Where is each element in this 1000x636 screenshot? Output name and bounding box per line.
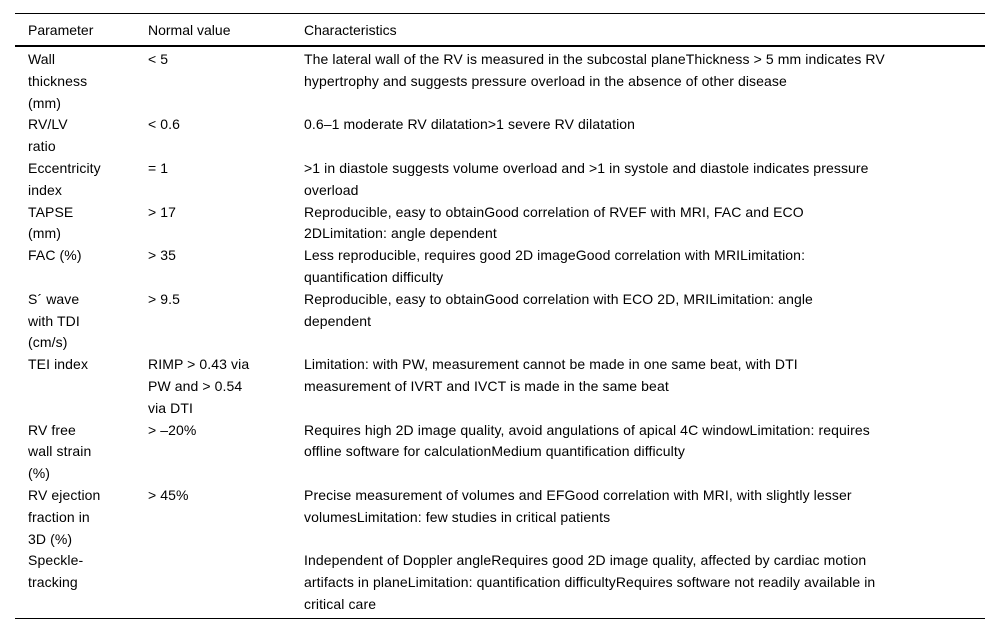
characteristics-line: dependent [304, 312, 372, 329]
characteristics-line: offline software for calculationMedium quantification difficulty [304, 443, 685, 460]
normal-value-cell [148, 114, 304, 158]
table-row [15, 202, 985, 246]
characteristics-line: >1 in diastole suggests volume overload and >1 in systole and diastole indicates pressure [304, 159, 869, 176]
characteristics-line: Limitation: with PW, measurement cannot be made in one same beat, with DTI [304, 356, 798, 373]
parameter-line: RV free [28, 421, 76, 438]
parameter-line: S´ wave [28, 290, 80, 307]
characteristics-cell [304, 49, 985, 114]
parameter-line: thickness [28, 72, 88, 89]
characteristics-line: Reproducible, easy to obtainGood correlation of RVEF with MRI, FAC and ECO [304, 203, 804, 220]
characteristics-line: overload [304, 181, 359, 198]
parameter-line: Wall [28, 51, 56, 67]
parameter-cell [15, 158, 148, 202]
normal-value-cell [148, 420, 304, 485]
characteristics-line: artifacts in planeLimitation: quantification difficultyRequires software not readily available in [304, 574, 876, 591]
parameter-line: RV/LV [28, 116, 68, 133]
parameter-line: (mm) [28, 94, 62, 111]
parameter-cell [15, 202, 148, 246]
normal-value-line: > 45% [148, 486, 189, 503]
normal-value-cell [148, 289, 304, 354]
characteristics-line: Requires high 2D image quality, avoid angulations of apical 4C windowLimitation: requires [304, 421, 870, 438]
parameter-line: with TDI [28, 312, 80, 329]
normal-value-cell [148, 158, 304, 202]
characteristics-cell [304, 202, 985, 246]
table-row [15, 485, 985, 550]
table-row [15, 49, 985, 114]
table-row [15, 158, 985, 202]
parameter-line: (mm) [28, 225, 62, 242]
parameter-cell [15, 245, 148, 289]
characteristics-line: 0.6–1 moderate RV dilatation>1 severe RV dilatation [304, 116, 636, 133]
normal-value-cell [148, 202, 304, 246]
characteristics-line: volumesLimitation: few studies in critical patients [304, 508, 611, 525]
characteristics-line: quantification difficulty [304, 268, 444, 285]
characteristics-line: 2DLimitation: angle dependent [304, 225, 497, 242]
characteristics-cell [304, 420, 985, 485]
table-row [15, 420, 985, 485]
parameter-line: wall strain [28, 443, 92, 460]
column-header-normal-value: Normal value [148, 21, 231, 38]
normal-value-cell [148, 354, 304, 419]
table-header-row [15, 14, 985, 47]
parameter-line: TAPSE [28, 203, 74, 220]
column-header-characteristics: Characteristics [304, 21, 397, 38]
characteristics-line: The lateral wall of the RV is measured in the subcostal planeThickness > 5 mm indicates RV [304, 51, 885, 67]
parameter-cell [15, 114, 148, 158]
parameter-cell [15, 354, 148, 419]
characteristics-line: Reproducible, easy to obtainGood correlation with ECO 2D, MRILimitation: angle [304, 290, 813, 307]
characteristics-line: measurement of IVRT and IVCT is made in the same beat [304, 377, 669, 394]
normal-value-line: > –20% [148, 421, 197, 438]
table-body [15, 47, 985, 618]
parameter-line: Eccentricity [28, 159, 101, 176]
table-row [15, 550, 985, 615]
parameter-cell [15, 485, 148, 550]
table-row [15, 354, 985, 419]
parameter-cell [15, 49, 148, 114]
normal-value-cell [148, 485, 304, 550]
characteristics-line: Precise measurement of volumes and EFGood correlation with MRI, with slightly lesser [304, 486, 852, 503]
characteristics-cell [304, 354, 985, 419]
parameter-cell [15, 289, 148, 354]
column-header-parameter: Parameter [28, 21, 94, 38]
characteristics-cell [304, 289, 985, 354]
characteristics-cell [304, 114, 985, 158]
normal-value-line: < 5 [148, 51, 169, 67]
parameter-cell [15, 420, 148, 485]
characteristics-line: hypertrophy and suggests pressure overload in the absence of other disease [304, 72, 787, 89]
normal-value-cell [148, 245, 304, 289]
normal-value-line: RIMP > 0.43 via [148, 356, 250, 373]
rv-parameters-table [15, 13, 985, 619]
parameter-line: RV ejection [28, 486, 101, 503]
parameter-line: Speckle- [28, 552, 84, 569]
table-row [15, 114, 985, 158]
normal-value-line: = 1 [148, 159, 169, 176]
normal-value-line: > 35 [148, 247, 177, 264]
characteristics-line: Less reproducible, requires good 2D imageGood correlation with MRILimitation: [304, 247, 806, 264]
characteristics-line: Independent of Doppler angleRequires good 2D image quality, affected by cardiac motion [304, 552, 867, 569]
characteristics-cell [304, 550, 985, 615]
parameter-line: ratio [28, 138, 56, 155]
normal-value-line: via DTI [148, 399, 194, 416]
normal-value-line: < 0.6 [148, 116, 181, 133]
parameter-line: index [28, 181, 62, 198]
parameter-line: (cm/s) [28, 334, 68, 351]
characteristics-cell [304, 158, 985, 202]
parameter-line: 3D (%) [28, 530, 73, 547]
normal-value-line: > 17 [148, 203, 177, 220]
parameter-line: (%) [28, 465, 51, 482]
parameter-line: TEI index [28, 356, 89, 373]
characteristics-cell [304, 485, 985, 550]
normal-value-cell [148, 550, 304, 615]
characteristics-cell [304, 245, 985, 289]
table-row [15, 289, 985, 354]
normal-value-cell [148, 49, 304, 114]
normal-value-line: PW and > 0.54 [148, 377, 243, 394]
characteristics-line: critical care [304, 595, 377, 612]
parameter-line: tracking [28, 574, 78, 591]
normal-value-line: > 9.5 [148, 290, 181, 307]
parameter-cell [15, 550, 148, 615]
parameter-line: FAC (%) [28, 247, 82, 264]
table-row [15, 245, 985, 289]
parameter-line: fraction in [28, 508, 90, 525]
